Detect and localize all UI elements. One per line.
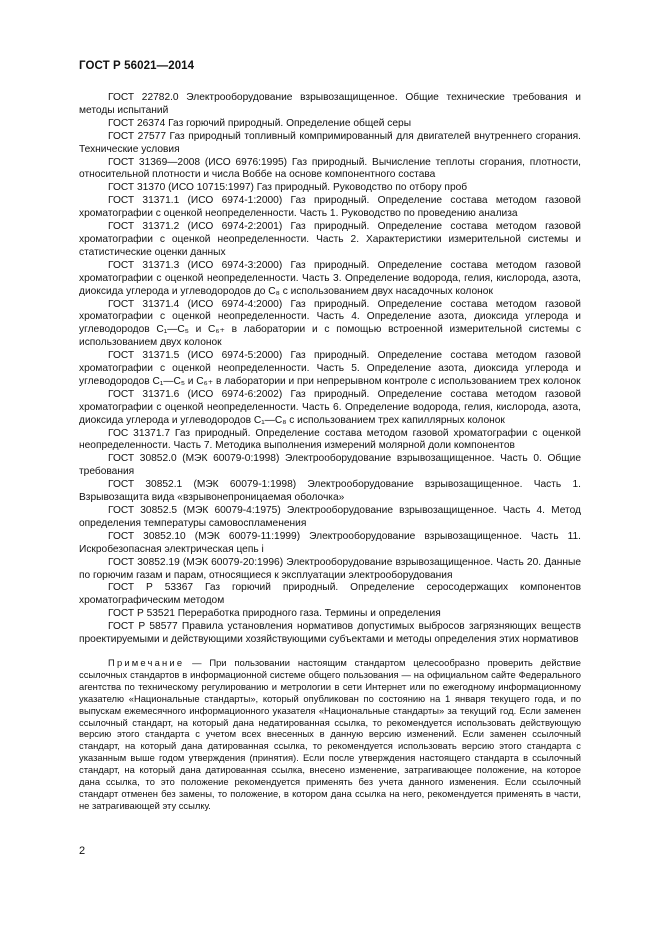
reference-item: ГОСТ 31371.1 (ИСО 6974-1:2000) Газ природный. Определение состава методом газовой хроматографии с оценкой неопределенности. Часть 1. Руководство по проведению анализа	[79, 195, 581, 220]
normative-references-section	[79, 92, 581, 812]
reference-item: ГОСТ 31371.3 (ИСО 6974-3:2000) Газ природный. Определение состава методом газовой хроматографии с оценкой неопределенности. Часть 3. Определение водорода, гелия, кислорода, азота, диоксида углерода и углеводородов до C₈ с использованием двух насадочных колонок	[79, 259, 581, 297]
reference-item: ГОСТ 31371.2 (ИСО 6974-2:2001) Газ природный. Определение состава методом газовой хроматографии с оценкой неопределенности. Часть 2. Характеристики измерительной системы и статистические оценки данных	[79, 221, 581, 258]
reference-item: ГОСТ 30852.5 (МЭК 60079-4:1975) Электрооборудование взрывозащищенное. Часть 4. Метод определения температуры самовоспламенения	[79, 505, 581, 529]
reference-item: ГОС 31371.7 Газ природный. Определение состава методом газовой хроматографии с оценкой неопределенности. Часть 7. Методика выполнения измерений молярной доли компонентов	[79, 427, 581, 452]
note-label: Примечание	[108, 656, 185, 668]
note-dash: —	[184, 656, 210, 668]
reference-item: ГОСТ 30852.10 (МЭК 60079-11:1999) Электрооборудование взрывозащищенное. Часть 11. Искробезопасная электрическая цепь i	[79, 530, 581, 555]
reference-item: ГОСТ 30852.1 (МЭК 60079-1:1998) Электрооборудование взрывозащищенное. Часть 1. Взрывозащита вида «взрывонепроницаемая оболочка»	[79, 479, 581, 504]
page-number: 2	[79, 845, 86, 857]
reference-item: ГОСТ 31371.4 (ИСО 6974-4:2000) Газ природный. Определение состава методом газовой хроматографии с оценкой неопределенности. Часть 4. Определение азота, диоксида углерода и углеводородов C₁—C₅ и C₆₊ в лаборатории и с помощью встроенной измерительной системы с использованием двух колонок	[79, 298, 581, 349]
note-paragraph	[79, 657, 581, 812]
note-text: При пользовании настоящим стандартом целесообразно проверить действие ссылочных стандартов в информационной системе общего пользования — на официальном сайте Федерального агентства по техническому регулированию и метрологии в сети Интернет или по ежегодному информационному указателю «Национальные стандарты», который опубликован по состоянию на 1 января текущего года, и по выпускам ежемесячного информационного указателя «Национальные стандарты» за текущий год. Если заменен ссылочный стандарт, на который дана недатированная ссылка, то рекомендуется использовать действующую версию этого стандарта с учетом всех внесенных в данную версию изменений. Если заменен ссылочный стандарт, на который дана датированная ссылка, то рекомендуется использовать версию этого стандарта с указанным выше годом утверждения (принятия). Если после утверждения настоящего стандарта в ссылочный стандарт, на который дана датированная ссылка, внесено изменение, затрагивающее положение, на которое дана ссылка, то это положение рекомендуется применять без учета данного изменения. Если ссылочный стандарт отменен без замены, то положение, в котором дана ссылка на него, рекомендуется применять в части, не затрагивающей эту ссылку.	[79, 656, 581, 811]
reference-item: ГОСТ 27577 Газ природный топливный компримированный для двигателей внутреннего сгорания. Технические условия	[79, 130, 581, 155]
reference-item: ГОСТ 31371.6 (ИСО 6974-6:2002) Газ природный. Определение состава методом газовой хроматографии с оценкой неопределенности. Часть 6. Определение водорода, гелия, кислорода, азота, диоксида углерода и углеводородов C₁—C₈ с использованием трех капиллярных колонок	[79, 388, 581, 426]
reference-item: ГОСТ 31371.5 (ИСО 6974-5:2000) Газ природный. Определение состава методом газовой хроматографии с оценкой неопределенности. Часть 5. Определение азота, диоксида углерода и углеводородов C₁—C₅ и C₆₊ в лаборатории и при непрерывном контроле с использованием трех колонок	[79, 350, 581, 387]
reference-item: ГОСТ 31369—2008 (ИСО 6976:1995) Газ природный. Вычисление теплоты сгорания, плотности, относительной плотности и числа Воббе на основе компонентного состава	[79, 156, 581, 181]
reference-item: ГОСТ 22782.0 Электрооборудование взрывозащищенное. Общие технические требования и методы испытаний	[79, 92, 581, 116]
reference-item: ГОСТ 31370 (ИСО 10715:1997) Газ природный. Руководство по отбору проб	[108, 182, 468, 194]
reference-item: ГОСТ Р 53367 Газ горючий природный. Определение серосодержащих компонентов хроматографическим методом	[79, 582, 581, 607]
reference-item: ГОСТ Р 58577 Правила установления нормативов допустимых выбросов загрязняющих веществ проектируемыми и действующими хозяйствующими субъектами и методы определения этих нормативов	[79, 621, 581, 646]
reference-item: ГОСТ Р 53521 Переработка природного газа. Термины и определения	[108, 608, 441, 620]
reference-item: ГОСТ 26374 Газ горючий природный. Определение общей серы	[108, 117, 412, 129]
reference-item: ГОСТ 30852.19 (МЭК 60079-20:1996) Электрооборудование взрывозащищенное. Часть 20. Данные по горючим газам и парам, относящиеся к эксплуатации электрооборудования	[79, 556, 581, 581]
reference-item: ГОСТ 30852.0 (МЭК 60079-0:1998) Электрооборудование взрывозащищенное. Часть 0. Общие требования	[79, 453, 581, 478]
document-code-header: ГОСТ Р 56021—2014	[79, 60, 195, 72]
